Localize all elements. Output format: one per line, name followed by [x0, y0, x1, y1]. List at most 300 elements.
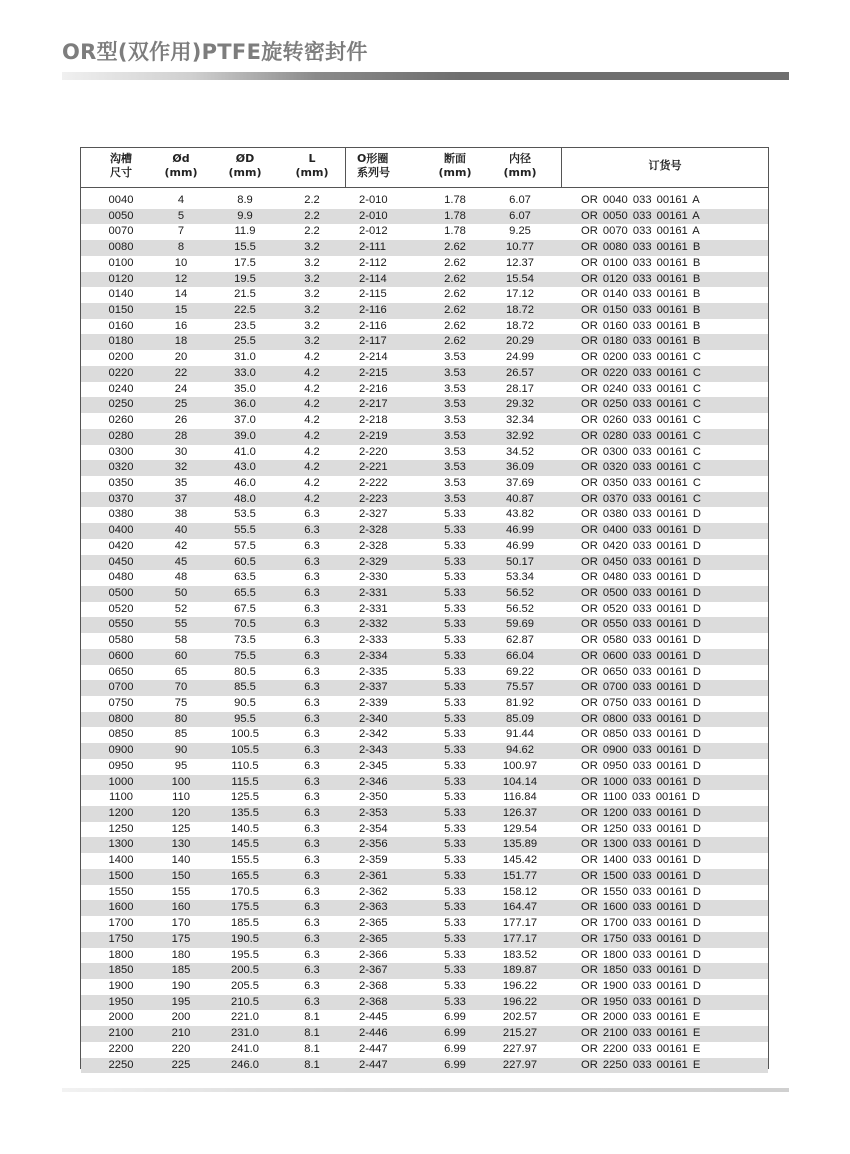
cell-order-no: OR 0750 033 00161 D — [581, 697, 701, 709]
cell-inner-diameter: 9.25 — [509, 225, 531, 238]
table-row — [81, 476, 768, 492]
cell-cross-section: 3.53 — [444, 461, 466, 474]
cell-groove-size: 1850 — [108, 964, 134, 977]
cell-length: 3.2 — [304, 319, 320, 332]
cell-inner-diameter: 6.07 — [509, 194, 531, 206]
cell-inner-d: 45 — [174, 555, 188, 568]
cell-outer-d: 53.5 — [234, 508, 256, 521]
cell-outer-d: 39.0 — [234, 429, 256, 442]
cell-outer-d: 36.0 — [234, 398, 256, 411]
header-label: Ød — [172, 152, 190, 165]
cell-oring-series: 2-012 — [359, 225, 388, 238]
cell-groove-size: 0070 — [108, 225, 134, 238]
cell-cross-section: 2.62 — [444, 288, 466, 301]
cell-inner-d: 140 — [171, 854, 191, 867]
cell-oring-series: 2-114 — [359, 272, 387, 285]
header-label: 系列号 — [357, 166, 390, 179]
cell-inner-d: 160 — [171, 901, 191, 914]
cell-oring-series: 2-345 — [359, 759, 388, 772]
table-row — [81, 382, 768, 398]
cell-cross-section: 5.33 — [444, 555, 466, 568]
cell-order-no: OR 0520 033 00161 D — [581, 602, 701, 615]
cell-length: 4.2 — [304, 461, 320, 474]
table-row — [81, 948, 768, 964]
cell-oring-series: 2-447 — [359, 1058, 388, 1071]
cell-oring-series: 2-334 — [359, 649, 388, 662]
cell-oring-series: 2-116 — [359, 319, 387, 332]
cell-oring-series: 2-115 — [359, 288, 387, 301]
cell-outer-d: 48.0 — [234, 492, 256, 505]
cell-cross-section: 5.33 — [444, 869, 466, 882]
cell-order-no: OR 0550 033 00161 D — [581, 618, 701, 631]
cell-cross-section: 2.62 — [444, 335, 466, 348]
cell-outer-d: 23.5 — [234, 319, 256, 332]
cell-oring-series: 2-220 — [359, 445, 388, 458]
cell-inner-diameter: 91.44 — [506, 728, 534, 741]
cell-oring-series: 2-362 — [359, 885, 388, 898]
header-label: 内径 — [509, 152, 531, 165]
cell-inner-d: 20 — [174, 351, 188, 364]
cell-outer-d: 231.0 — [231, 1027, 259, 1040]
cell-inner-diameter: 46.99 — [506, 524, 534, 537]
table-row — [81, 963, 768, 979]
cell-groove-size: 0580 — [108, 634, 134, 647]
cell-outer-d: 41.0 — [234, 445, 256, 458]
cell-length: 6.3 — [304, 697, 320, 709]
cell-groove-size: 0900 — [108, 744, 134, 757]
cell-inner-diameter: 227.97 — [502, 1058, 538, 1071]
cell-cross-section: 5.33 — [444, 807, 466, 820]
cell-inner-d: 22 — [174, 366, 188, 379]
cell-oring-series: 2-333 — [359, 634, 388, 647]
cell-groove-size: 0320 — [108, 461, 134, 474]
cell-groove-size: 0040 — [108, 194, 134, 206]
cell-groove-size: 1800 — [108, 948, 134, 961]
cell-groove-size: 1600 — [108, 901, 134, 914]
cell-cross-section: 5.33 — [444, 995, 466, 1008]
cell-outer-d: 65.5 — [234, 586, 256, 599]
header-outer-d — [211, 152, 279, 180]
cell-length: 6.3 — [304, 571, 320, 584]
cell-cross-section: 3.53 — [444, 445, 466, 458]
table-row — [81, 570, 768, 586]
cell-inner-diameter: 62.87 — [506, 634, 534, 647]
table-row — [81, 853, 768, 869]
cell-order-no: OR 1750 033 00161 D — [581, 932, 701, 945]
table-row — [81, 932, 768, 948]
table-row — [81, 727, 768, 743]
cell-oring-series: 2-367 — [359, 964, 388, 977]
cell-order-no: OR 1800 033 00161 D — [581, 948, 701, 961]
cell-cross-section: 2.62 — [444, 304, 466, 317]
cell-length: 6.3 — [304, 681, 320, 694]
cell-order-no: OR 2100 033 00161 E — [581, 1027, 701, 1040]
cell-inner-d: 12 — [174, 272, 188, 285]
table-row — [81, 806, 768, 822]
header-cross-section — [425, 152, 485, 180]
cell-length: 2.2 — [304, 194, 320, 206]
cell-groove-size: 2000 — [108, 1011, 134, 1024]
cell-outer-d: 80.5 — [234, 665, 256, 678]
cell-cross-section: 5.33 — [444, 901, 466, 914]
cell-inner-diameter: 215.27 — [502, 1027, 538, 1040]
cell-outer-d: 11.9 — [234, 225, 256, 238]
cell-groove-size: 1100 — [108, 791, 134, 804]
cell-length: 6.3 — [304, 869, 320, 882]
cell-outer-d: 57.5 — [234, 539, 256, 552]
cell-inner-diameter: 196.22 — [502, 995, 538, 1008]
table-header — [81, 148, 768, 188]
cell-order-no: OR 0040 033 00161 A — [581, 194, 700, 206]
cell-outer-d: 8.9 — [237, 194, 253, 206]
cell-length: 6.3 — [304, 854, 320, 867]
header-label: (mm) — [164, 166, 198, 179]
title-rule — [62, 72, 789, 80]
cell-groove-size: 0650 — [108, 665, 134, 678]
cell-outer-d: 19.5 — [234, 272, 256, 285]
cell-order-no: OR 0320 033 00161 C — [581, 461, 701, 474]
table-row — [81, 555, 768, 571]
cell-order-no: OR 1200 033 00161 D — [581, 807, 701, 820]
cell-groove-size: 0800 — [108, 712, 134, 725]
cell-length: 6.3 — [304, 539, 320, 552]
cell-outer-d: 60.5 — [234, 555, 256, 568]
cell-inner-diameter: 18.72 — [506, 304, 534, 317]
cell-cross-section: 5.33 — [444, 822, 466, 835]
cell-inner-diameter: 32.34 — [506, 414, 534, 427]
cell-order-no: OR 0100 033 00161 B — [581, 256, 701, 269]
cell-length: 3.2 — [304, 304, 320, 317]
table-row — [81, 680, 768, 696]
cell-cross-section: 5.33 — [444, 712, 466, 725]
cell-order-no: OR 0650 033 00161 D — [581, 665, 701, 678]
cell-order-no: OR 0370 033 00161 C — [581, 492, 701, 505]
cell-inner-diameter: 56.52 — [506, 602, 534, 615]
cell-oring-series: 2-328 — [359, 524, 388, 537]
cell-order-no: OR 1100 033 00161 D — [581, 791, 701, 804]
cell-outer-d: 170.5 — [231, 885, 259, 898]
cell-outer-d: 17.5 — [234, 256, 256, 269]
cell-groove-size: 0250 — [108, 398, 134, 411]
cell-oring-series: 2-328 — [359, 539, 388, 552]
cell-outer-d: 46.0 — [234, 476, 256, 489]
cell-cross-section: 5.33 — [444, 791, 466, 804]
cell-cross-section: 3.53 — [444, 429, 466, 442]
cell-groove-size: 0370 — [108, 492, 134, 505]
cell-oring-series: 2-366 — [359, 948, 388, 961]
cell-groove-size: 2250 — [108, 1058, 134, 1071]
cell-order-no: OR 0580 033 00161 D — [581, 634, 701, 647]
cell-inner-diameter: 196.22 — [502, 979, 538, 992]
cell-length: 6.3 — [304, 791, 320, 804]
cell-outer-d: 205.5 — [231, 979, 259, 992]
cell-inner-diameter: 94.62 — [506, 744, 534, 757]
cell-order-no: OR 0700 033 00161 D — [581, 681, 701, 694]
cell-length: 6.3 — [304, 649, 320, 662]
cell-inner-d: 10 — [174, 256, 188, 269]
header-label: (mm) — [438, 166, 472, 179]
cell-order-no: OR 0850 033 00161 D — [581, 728, 701, 741]
table-row — [81, 885, 768, 901]
cell-outer-d: 195.5 — [231, 948, 259, 961]
cell-inner-d: 16 — [174, 319, 188, 332]
cell-groove-size: 0950 — [108, 759, 134, 772]
cell-inner-d: 195 — [171, 995, 191, 1008]
cell-inner-diameter: 10.77 — [506, 241, 534, 254]
cell-length: 8.1 — [304, 1042, 320, 1055]
cell-length: 6.3 — [304, 586, 320, 599]
cell-groove-size: 0200 — [108, 351, 134, 364]
table-row — [81, 445, 768, 461]
cell-cross-section: 5.33 — [444, 838, 466, 851]
cell-inner-d: 48 — [174, 571, 188, 584]
cell-length: 4.2 — [304, 445, 320, 458]
cell-oring-series: 2-330 — [359, 571, 388, 584]
cell-length: 4.2 — [304, 398, 320, 411]
cell-cross-section: 5.33 — [444, 618, 466, 631]
cell-length: 6.3 — [304, 822, 320, 835]
cell-inner-diameter: 129.54 — [502, 822, 538, 835]
cell-length: 6.3 — [304, 728, 320, 741]
cell-inner-d: 7 — [177, 225, 185, 238]
cell-inner-diameter: 36.09 — [506, 461, 534, 474]
cell-groove-size: 1300 — [108, 838, 134, 851]
cell-order-no: OR 0160 033 00161 B — [581, 319, 701, 332]
cell-inner-diameter: 151.77 — [502, 869, 538, 882]
cell-inner-diameter: 18.72 — [506, 319, 534, 332]
table-row — [81, 649, 768, 665]
cell-order-no: OR 0200 033 00161 C — [581, 351, 701, 364]
cell-cross-section: 2.62 — [444, 319, 466, 332]
cell-order-no: OR 0070 033 00161 A — [581, 225, 700, 238]
cell-oring-series: 2-342 — [359, 728, 388, 741]
cell-outer-d: 200.5 — [231, 964, 259, 977]
cell-groove-size: 0120 — [108, 272, 134, 285]
cell-oring-series: 2-111 — [359, 241, 386, 254]
cell-cross-section: 3.53 — [444, 351, 466, 364]
cell-oring-series: 2-447 — [359, 1042, 388, 1055]
cell-order-no: OR 0300 033 00161 C — [581, 445, 701, 458]
cell-inner-d: 25 — [174, 398, 188, 411]
table-row — [81, 224, 768, 240]
cell-outer-d: 63.5 — [234, 571, 256, 584]
cell-length: 3.2 — [304, 288, 320, 301]
cell-length: 6.3 — [304, 555, 320, 568]
header-label: L — [308, 152, 316, 165]
cell-cross-section: 5.33 — [444, 979, 466, 992]
cell-cross-section: 6.99 — [444, 1011, 466, 1024]
cell-oring-series: 2-215 — [359, 366, 388, 379]
table-row — [81, 916, 768, 932]
cell-oring-series: 2-343 — [359, 744, 388, 757]
table-row — [81, 665, 768, 681]
cell-cross-section: 5.33 — [444, 571, 466, 584]
cell-inner-d: 18 — [174, 335, 188, 348]
header-label: (mm) — [503, 166, 537, 179]
cell-inner-diameter: 6.07 — [509, 209, 531, 222]
cell-inner-diameter: 183.52 — [502, 948, 538, 961]
cell-cross-section: 2.62 — [444, 272, 466, 285]
cell-order-no: OR 0350 033 00161 C — [581, 476, 701, 489]
cell-groove-size: 0850 — [108, 728, 134, 741]
cell-groove-size: 0750 — [108, 697, 134, 709]
cell-inner-diameter: 104.14 — [502, 775, 538, 788]
cell-length: 8.1 — [304, 1058, 320, 1071]
cell-oring-series: 2-117 — [359, 335, 387, 348]
cell-order-no: OR 0140 033 00161 B — [581, 288, 701, 301]
cell-inner-d: 14 — [174, 288, 188, 301]
cell-inner-d: 175 — [171, 932, 191, 945]
cell-order-no: OR 0250 033 00161 C — [581, 398, 701, 411]
cell-oring-series: 2-217 — [359, 398, 388, 411]
cell-inner-d: 85 — [174, 728, 188, 741]
cell-order-no: OR 0480 033 00161 D — [581, 571, 701, 584]
cell-inner-d: 42 — [174, 539, 188, 552]
cell-outer-d: 241.0 — [231, 1042, 259, 1055]
cell-oring-series: 2-010 — [359, 194, 388, 206]
cell-outer-d: 145.5 — [231, 838, 259, 851]
cell-order-no: OR 1250 033 00161 D — [581, 822, 701, 835]
cell-length: 3.2 — [304, 272, 320, 285]
cell-length: 6.3 — [304, 995, 320, 1008]
cell-cross-section: 5.33 — [444, 775, 466, 788]
header-inner-diameter — [485, 152, 555, 180]
table-row — [81, 602, 768, 618]
cell-inner-diameter: 126.37 — [502, 807, 538, 820]
cell-oring-series: 2-331 — [359, 602, 388, 615]
cell-cross-section: 5.33 — [444, 964, 466, 977]
cell-order-no: OR 1850 033 00161 D — [581, 964, 701, 977]
cell-inner-d: 110 — [172, 791, 190, 804]
table-row — [81, 869, 768, 885]
cell-oring-series: 2-222 — [359, 476, 388, 489]
cell-inner-d: 50 — [174, 586, 188, 599]
table-row — [81, 712, 768, 728]
header-oring-series — [357, 152, 421, 180]
cell-inner-diameter: 202.57 — [502, 1011, 538, 1024]
cell-length: 4.2 — [304, 414, 320, 427]
cell-inner-diameter: 56.52 — [506, 586, 534, 599]
cell-order-no: OR 0120 033 00161 B — [581, 272, 701, 285]
cell-inner-d: 185 — [171, 964, 191, 977]
cell-length: 6.3 — [304, 917, 320, 930]
cell-oring-series: 2-335 — [359, 665, 388, 678]
cell-order-no: OR 2000 033 00161 E — [581, 1011, 701, 1024]
cell-inner-diameter: 17.12 — [506, 288, 534, 301]
cell-outer-d: 33.0 — [234, 366, 256, 379]
cell-inner-d: 8 — [177, 241, 185, 254]
cell-order-no: OR 0900 033 00161 D — [581, 744, 701, 757]
cell-inner-d: 26 — [174, 414, 188, 427]
cell-order-no: OR 1000 033 00161 D — [581, 775, 701, 788]
cell-inner-diameter: 24.99 — [506, 351, 534, 364]
cell-order-no: OR 0280 033 00161 C — [581, 429, 701, 442]
cell-inner-diameter: 26.57 — [506, 366, 534, 379]
table-row — [81, 900, 768, 916]
table-row — [81, 240, 768, 256]
cell-inner-diameter: 189.87 — [502, 964, 538, 977]
cell-outer-d: 43.0 — [234, 461, 256, 474]
cell-inner-diameter: 53.34 — [506, 571, 534, 584]
cell-outer-d: 135.5 — [231, 807, 259, 820]
header-label: 尺寸 — [110, 166, 132, 179]
cell-outer-d: 140.5 — [231, 822, 259, 835]
cell-cross-section: 5.33 — [444, 885, 466, 898]
cell-inner-d: 80 — [174, 712, 188, 725]
cell-length: 4.2 — [304, 429, 320, 442]
cell-order-no: OR 0380 033 00161 D — [581, 508, 701, 521]
table-row — [81, 256, 768, 272]
cell-cross-section: 5.33 — [444, 634, 466, 647]
cell-groove-size: 0480 — [108, 571, 134, 584]
cell-oring-series: 2-112 — [359, 256, 387, 269]
header-label: ØD — [235, 152, 255, 165]
cell-inner-d: 30 — [174, 445, 188, 458]
cell-outer-d: 90.5 — [234, 697, 256, 709]
cell-outer-d: 125.5 — [231, 791, 259, 804]
cell-outer-d: 100.5 — [231, 728, 259, 741]
cell-inner-d: 35 — [174, 476, 188, 489]
table-row — [81, 413, 768, 429]
cell-groove-size: 0300 — [108, 445, 134, 458]
cell-outer-d: 246.0 — [231, 1058, 259, 1071]
cell-inner-d: 95 — [174, 759, 188, 772]
cell-order-no: OR 0080 033 00161 B — [581, 241, 701, 254]
cell-inner-d: 65 — [174, 665, 188, 678]
cell-order-no: OR 0420 033 00161 D — [581, 539, 701, 552]
cell-groove-size: 0420 — [108, 539, 134, 552]
cell-cross-section: 5.33 — [444, 697, 466, 709]
cell-inner-diameter: 34.52 — [506, 445, 534, 458]
table-row — [81, 523, 768, 539]
cell-length: 6.3 — [304, 932, 320, 945]
header-divider — [345, 148, 346, 188]
cell-outer-d: 67.5 — [234, 602, 256, 615]
cell-inner-diameter: 75.57 — [506, 681, 534, 694]
cell-groove-size: 0520 — [108, 602, 134, 615]
cell-cross-section: 5.33 — [444, 665, 466, 678]
cell-length: 2.2 — [304, 209, 320, 222]
cell-length: 8.1 — [304, 1011, 320, 1024]
table-row — [81, 995, 768, 1011]
cell-length: 4.2 — [304, 366, 320, 379]
cell-oring-series: 2-368 — [359, 995, 388, 1008]
cell-outer-d: 190.5 — [231, 932, 259, 945]
cell-groove-size: 0180 — [108, 335, 134, 348]
cell-outer-d: 185.5 — [231, 917, 259, 930]
cell-outer-d: 31.0 — [234, 351, 256, 364]
cell-length: 6.3 — [304, 964, 320, 977]
cell-cross-section: 5.33 — [444, 508, 466, 521]
cell-cross-section: 5.33 — [444, 744, 466, 757]
cell-oring-series: 2-010 — [359, 209, 388, 222]
cell-order-no: OR 1950 033 00161 D — [581, 995, 701, 1008]
cell-order-no: OR 0240 033 00161 C — [581, 382, 701, 395]
cell-outer-d: 22.5 — [234, 304, 256, 317]
cell-length: 3.2 — [304, 256, 320, 269]
cell-outer-d: 75.5 — [234, 649, 256, 662]
table-row — [81, 696, 768, 712]
table-row — [81, 507, 768, 523]
cell-oring-series: 2-361 — [359, 869, 388, 882]
cell-outer-d: 85.5 — [234, 681, 256, 694]
cell-inner-diameter: 15.54 — [506, 272, 534, 285]
cell-outer-d: 9.9 — [237, 209, 253, 222]
bottom-rule — [62, 1088, 789, 1092]
cell-oring-series: 2-331 — [359, 586, 388, 599]
cell-cross-section: 5.33 — [444, 948, 466, 961]
cell-order-no: OR 1550 033 00161 D — [581, 885, 701, 898]
